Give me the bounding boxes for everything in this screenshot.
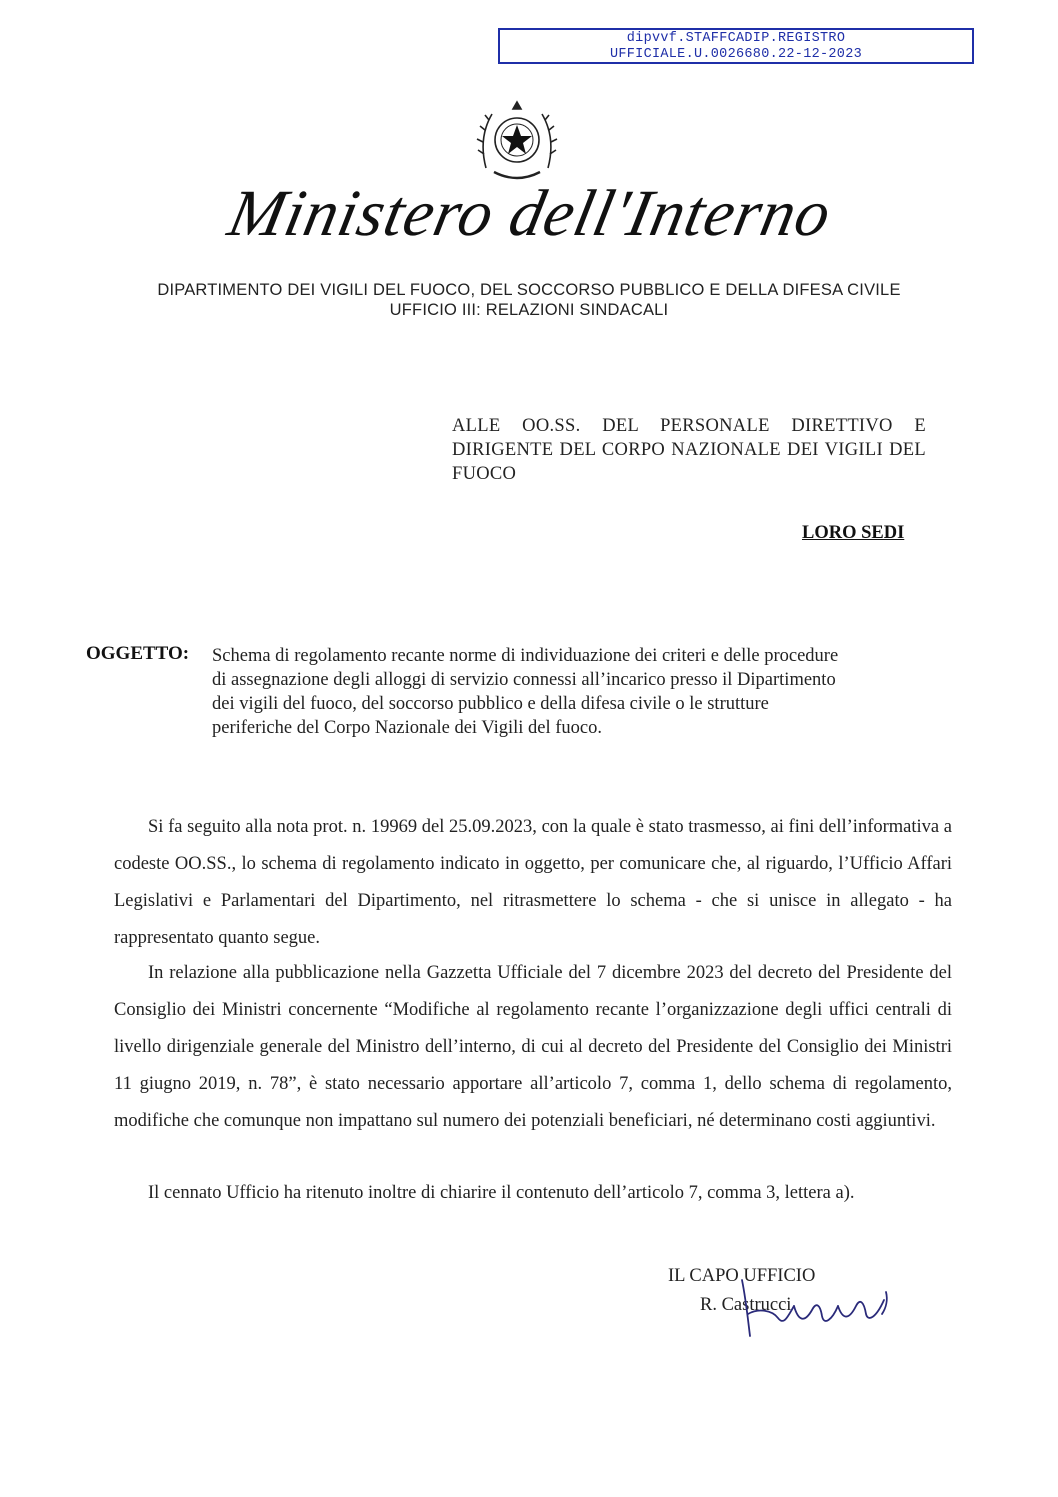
handwritten-signature: [728, 1270, 908, 1340]
department-name: DIPARTIMENTO DEI VIGILI DEL FUOCO, DEL SOCCORSO PUBBLICO E DELLA DIFESA CIVILE: [157, 281, 901, 299]
office-name: UFFICIO III: RELAZIONI SINDACALI: [389, 301, 669, 319]
protocol-stamp: [498, 28, 974, 64]
loro-sedi: LORO SEDI: [802, 523, 905, 543]
subject-line: periferiche del Corpo Nazionale dei Vigili del fuoco.: [212, 718, 602, 738]
subject-text: [212, 644, 952, 740]
italian-emblem-icon: [474, 98, 560, 188]
subject-line: dei vigili del fuoco, del soccorso pubblico e della difesa civile o le strutture: [212, 694, 769, 714]
recipient-address: ALLE OO.SS. DEL PERSONALE DIRETTIVO E DIRIGENTE DEL CORPO NAZIONALE DEI VIGILI DEL FUOCO: [452, 416, 926, 484]
department-header: [60, 280, 998, 320]
subject-line: di assegnazione degli alloggi di servizio connessi all’incarico presso il Dipartimento: [212, 670, 836, 690]
subject-label: OGGETTO:: [86, 643, 190, 664]
signatory-title: IL CAPO UFFICIO: [668, 1266, 816, 1286]
protocol-line-1: dipvvf.STAFFCADIP.REGISTRO: [626, 31, 846, 46]
body-paragraph-2: In relazione alla pubblicazione nella Gazzetta Ufficiale del 7 dicembre 2023 del decreto del Presidente del Consiglio dei Ministri concernente “Modifiche al regolamento recante l’organizzazione degli uffici centrali di livello dirigenziale generale del Ministro dell’interno, di cui al decreto del Presidente del Consiglio dei Ministri 11 giugno 2019, n. 78”, è stato necessario apportare all’articolo 7, comma 1, dello schema di regolamento, modifiche che comunque non impattano sul numero dei potenziali beneficiari, né determinano costi aggiuntivi.: [114, 963, 952, 1131]
ministry-name: Ministero dell'Interno: [222, 177, 838, 250]
subject-line: Schema di regolamento recante norme di individuazione dei criteri e delle procedure: [212, 646, 839, 666]
signatory-name: R. Castrucci: [700, 1295, 792, 1315]
protocol-line-2: UFFICIALE.U.0026680.22-12-2023: [609, 47, 863, 62]
body-paragraph-1: Si fa seguito alla nota prot. n. 19969 del 25.09.2023, con la quale è stato trasmesso, ai fini dell’informativa a codeste OO.SS., lo schema di regolamento indicato in oggetto, per comunicare che, al riguardo, l’Ufficio Affari Legislativi e Parlamentari del Dipartimento, nel ritrasmettere lo schema - che si unisce in allegato - ha rappresentato quanto segue.: [114, 817, 952, 948]
body-paragraph-3: Il cennato Ufficio ha ritenuto inoltre di chiarire il contenuto dell’articolo 7, comma 3, lettera a).: [148, 1183, 855, 1203]
